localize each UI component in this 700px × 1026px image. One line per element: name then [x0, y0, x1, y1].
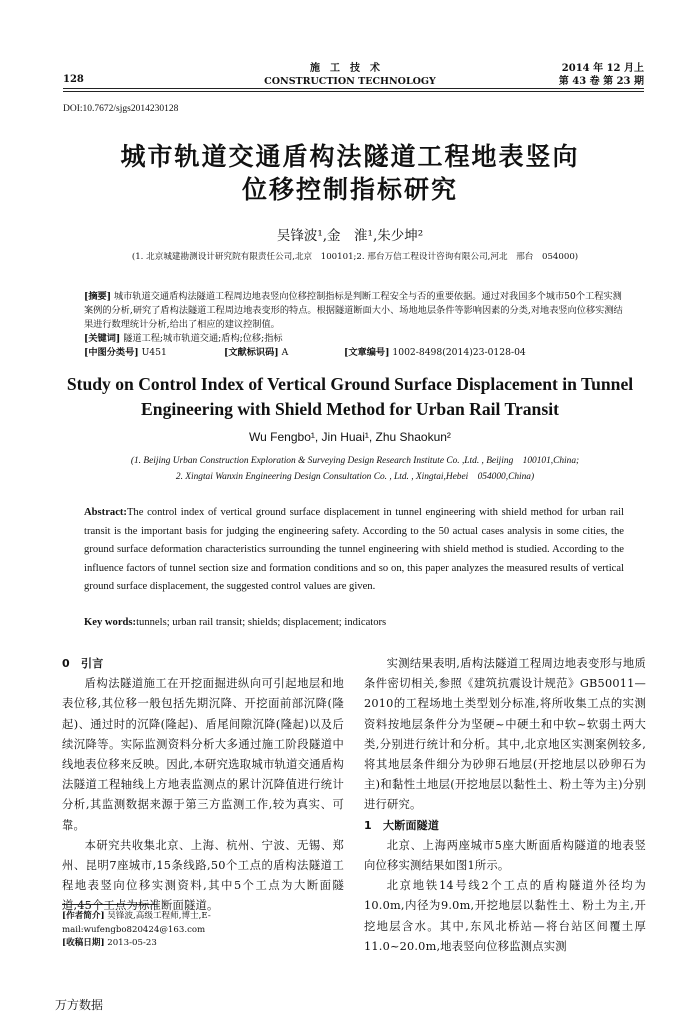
abstract-en [84, 504, 624, 597]
section-heading-large-section: 1 大断面隧道 [364, 818, 440, 832]
received-date-label: [收稿日期] [62, 938, 105, 948]
journal-name-cn: 施工技术 [310, 63, 390, 74]
footnote-rule [62, 904, 157, 905]
clc-label: [中图分类号] [84, 347, 139, 358]
issue-date: 2014 年 12 月上 [561, 63, 644, 74]
authors-cn: 吴锋波¹,金 淮¹,朱少坤² [276, 228, 424, 244]
keywords-cn [84, 332, 624, 346]
title-en-line1: Study on Control Index of Vertical Ground Surface Displacement in Tunnel [66, 374, 634, 394]
author-bio [62, 910, 344, 937]
keywords-en-label: Key words: [84, 617, 137, 628]
footnote [62, 910, 344, 951]
paragraph: 盾构法隧道施工在开挖面掘进纵向可引起地层和地表位移,其位移一般包括先期沉降、开挖面前部沉降(隆起)、通过时的沉降(隆起)、盾尾间隙沉降(隆起)以及后续沉降等。实际监测资料分析大多通过施工阶段隧道中线地表位移来反映。因此,本研究选取城市轨道交通盾构法隧道工程轴线上方地表监测点的累计沉降值进行统计分析,其监测数据来源于第三方监测工作,较为真实、可靠。 [62, 677, 344, 832]
article-no-value: 1002-8498(2014)23-0128-04 [392, 347, 526, 358]
affiliation-en-1: (1. Beijing Urban Construction Exploration & Surveying Design Research Institute Co. ,Ltd. , Beijing 100101,China; [130, 456, 580, 466]
keywords-en-text: tunnels; urban rail transit; shields; displacement; indicators [136, 617, 387, 628]
clc-value: U451 [141, 347, 167, 358]
abstract-cn-text: 城市轨道交通盾构法隧道工程周边地表竖向位移控制指标是判断工程安全与否的重要依据。通过对我国多个城市50个工程实测案例的分析,研究了盾构法隧道工程周边地表变形的特点。根据隧道断面大小、场地地层条件等影响因素的分类,对地表竖向位移实测结果进行数理统计分析,给出了相应的建议控制值。 [84, 291, 623, 330]
author-bio-label: [作者简介] [62, 911, 105, 921]
affiliations-en [70, 453, 640, 485]
running-header [250, 62, 450, 88]
paragraph: 本研究共收集北京、上海、杭州、宁波、无锡、郑州、昆明7座城市,15条线路,50个工点的盾构法隧道工程地表竖向位移实测资料,其中5个工点为大断面隧道,45个工点为标准断面隧道。 [62, 838, 344, 913]
authors-en: Wu Fengbo¹, Jin Huai¹, Zhu Shaokun² [249, 430, 451, 444]
header-rule-thin [63, 91, 644, 92]
section-heading-intro: 0 引言 [62, 657, 104, 670]
doi: DOI:10.7672/sjgs2014230128 [63, 104, 179, 114]
paragraph: 北京、上海两座城市5座大断面盾构隧道的地表竖向位移实测结果如图1所示。 [364, 838, 646, 873]
abstract-cn [84, 290, 624, 332]
affiliation-en-2: 2. Xingtai Wanxin Engineering Design Consultation Co. , Ltd. , Xingtai,Hebei 054000,China) [175, 472, 535, 482]
author-bio-text: 吴锋波,高级工程师,博士,E-mail:wufengbo820424@163.com [62, 911, 211, 935]
title-cn-line2: 位移控制指标研究 [241, 175, 458, 204]
received-date-text: 2013-05-23 [107, 938, 157, 948]
keywords-cn-label: [关键词] [84, 333, 121, 344]
doc-code-label: [文献标识码] [224, 347, 279, 358]
doc-code-value: A [281, 347, 289, 358]
affiliations-cn: (1. 北京城建勘测设计研究院有限责任公司,北京 100101;2. 邢台万信工程设计咨询有限公司,河北 邢台 054000) [131, 252, 579, 262]
abstract-cn-label: [摘要] [84, 291, 112, 302]
paragraph: 北京地铁14号线2个工点的盾构隧道外径均为10.0m,内径为9.0m,开挖地层以黏性土、粉土为主,开挖地层含水。其中,东风北桥站—将台站区间覆土厚11.0~20.0m,地表竖向位移监测点实测 [364, 879, 646, 953]
body-column-right [364, 654, 646, 957]
classification-row [84, 346, 644, 360]
header-rule [63, 88, 644, 89]
article-no-label: [文章编号] [344, 347, 390, 358]
journal-name-en: CONSTRUCTION TECHNOLOGY [264, 76, 436, 87]
body-column-left [62, 654, 344, 917]
keywords-cn-text: 隧道工程;城市轨道交通;盾构;位移;指标 [123, 333, 283, 344]
keywords-en [84, 617, 624, 628]
title-en-line2: Engineering with Shield Method for Urban Rail Transit [141, 399, 559, 419]
watermark: 万方数据 [55, 998, 104, 1012]
volume-issue: 第 43 卷 第 23 期 [558, 76, 644, 87]
received-date [62, 937, 344, 951]
title-cn-line1: 城市轨道交通盾构法隧道工程地表竖向 [120, 142, 580, 171]
abstract-en-label: Abstract: [84, 507, 127, 518]
issue-info [540, 62, 644, 88]
paragraph: 实测结果表明,盾构法隧道工程周边地表变形与地质条件密切相关,参照《建筑抗震设计规范》GB50011—2010的工程场地土类型划分标准,将所收集工点的实测资料按地层条件分为坚硬~中硬土和中软~软弱土两大类,分别进行统计和分析。其中,北京地区实测案例较多,将其地层条件细分为砂卵石地层(开挖地层以砂卵石为主)和黏性土地层(开挖地层以黏性土、粉土等为主)分别进行研究。 [364, 657, 646, 812]
title-cn [80, 140, 620, 206]
abstract-en-text: The control index of vertical ground surface displacement in tunnel engineering with shield method for urban rail transit is the important basis for judging the engineering safety. According to the 50 actual cases analysis in some cities, the ground surface deformation characteristics surrounding the tunnel engineering with shield method is studied. According to the influence factors of tunnel section size and formation conditions and so on, this paper analyzes the measured results of vertical ground surface displacement, the suggested control values are given. [84, 507, 624, 593]
title-en [60, 372, 640, 422]
page-number: 128 [63, 74, 84, 85]
